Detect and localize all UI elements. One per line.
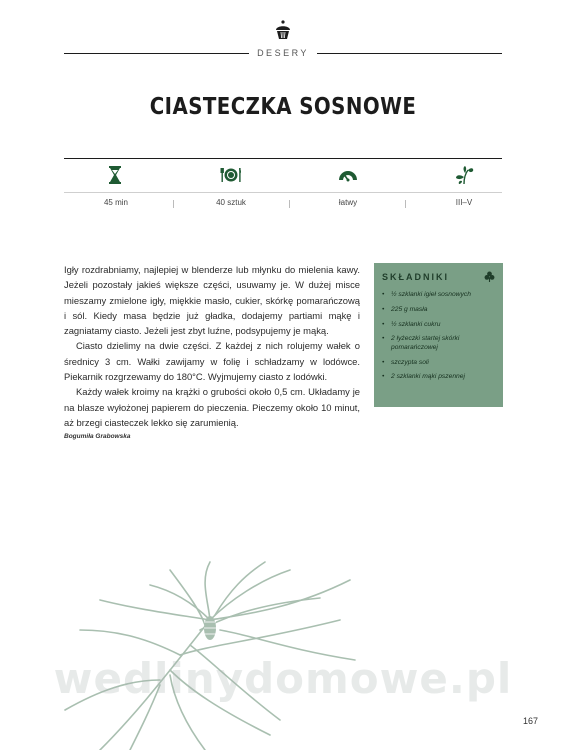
instruction-paragraph: Ciasto dzielimy na dwie części. Z każdej z nich rolujemy wałek o średnicy 3 cm. Wałki zawijamy w folię i schładzamy w lodówce. Piekarnik rozgrzewamy do 180°C. Wyjmujemy ciasto z lodówki. bbox=[64, 340, 360, 383]
instruction-paragraph: Igły rozdrabniamy, najlepiej w blenderze lub młynku do mielenia kawy. Jeżeli pozostały jakieś większe części, usuwamy je. W dużej misce mieszamy zmielone igły, miękkie masło, cukier, skórkę pomarańczową i sól. Kiedy masa będzie już gładka, dodajemy partiami mąkę i zagniatamy ciasto. Jeżeli jest zbyt luźne, podsypujemy je mąką. bbox=[64, 264, 360, 337]
season-plant-icon bbox=[453, 164, 475, 186]
recipe-title: CIASTECZKA SOSNOWE bbox=[149, 94, 417, 120]
hourglass-icon bbox=[104, 164, 126, 186]
cupcake-icon bbox=[271, 18, 295, 42]
section-label: DESERY bbox=[0, 48, 566, 58]
difficulty-gauge-icon bbox=[337, 164, 359, 186]
instructions bbox=[64, 262, 360, 430]
ingredient-item: • 2 łyżeczki startej skórki pomarańczowej bbox=[382, 335, 495, 352]
ingredient-item: • ½ szklanki cukru bbox=[382, 321, 495, 330]
servings-value: 40 sztuk bbox=[216, 198, 246, 207]
instruction-paragraph: Każdy wałek kroimy na krążki o grubości około 0,5 cm. Układamy je na blasze wyłożonej papierem do pieczenia. Pieczemy około 10 minut, aż brzegi ciasteczek lekko się zarumienią. bbox=[64, 386, 360, 428]
ingredients-list bbox=[382, 291, 495, 382]
info-top-rule bbox=[64, 158, 502, 159]
plate-icon bbox=[220, 164, 242, 186]
ingredients-title: SKŁADNIKI bbox=[382, 271, 449, 282]
difficulty-value: łatwy bbox=[338, 198, 358, 207]
info-bottom-rule bbox=[64, 192, 502, 193]
info-divider bbox=[405, 200, 406, 208]
info-divider bbox=[289, 200, 290, 208]
time-value: 45 min bbox=[103, 198, 128, 207]
ingredient-item: • 225 g masła bbox=[382, 306, 495, 315]
ingredient-item: • ½ szklanki igieł sosnowych bbox=[382, 291, 495, 300]
author-name: Bogumiła Grabowska bbox=[64, 433, 131, 440]
season-value: III–V bbox=[455, 198, 473, 207]
ingredients-header bbox=[382, 271, 495, 282]
ingredients-box bbox=[374, 263, 503, 407]
ingredient-item: • 2 szklanki mąki pszennej bbox=[382, 373, 495, 382]
page-number: 167 bbox=[522, 716, 538, 726]
clover-icon bbox=[484, 271, 495, 282]
info-divider bbox=[173, 200, 174, 208]
watermark: wedlinydomowe.pl bbox=[53, 654, 513, 703]
ingredient-item: • szczypta soli bbox=[382, 359, 495, 368]
